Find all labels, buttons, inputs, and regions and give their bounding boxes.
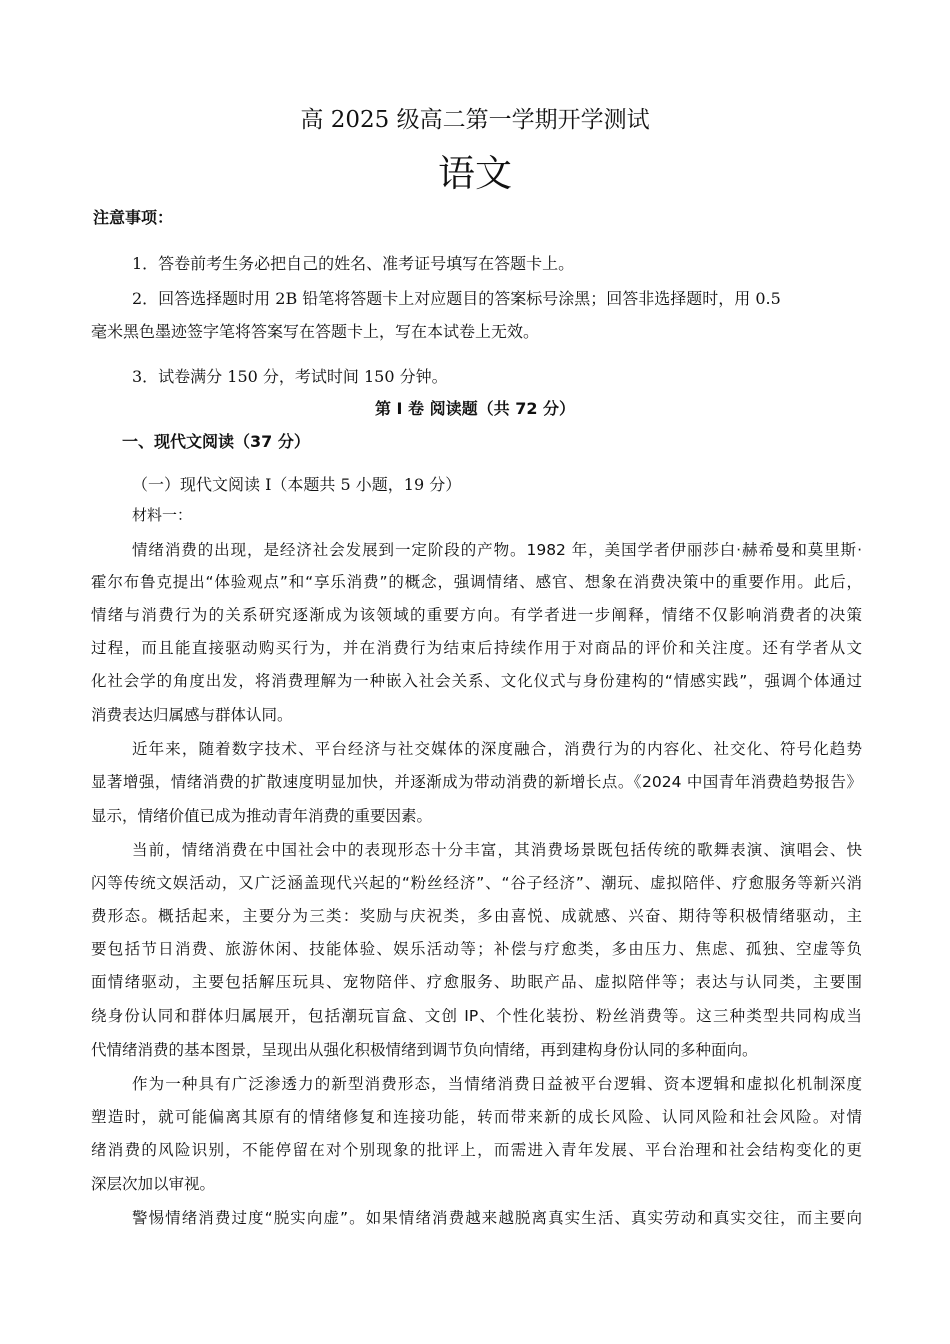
passage-line: 显示，情绪价值已成为推动青年消费的重要因素。 — [91, 807, 433, 825]
passage-line: 消费表达归属感与群体认同。 — [91, 706, 293, 724]
passage-line: 过程，而且能直接驱动购买行为，并在消费行为结束后持续作用于对商品的评价和关注度。还有学者从文 — [91, 639, 862, 657]
passage-line: 面情绪驱动，主要包括解压玩具、宠物陪伴、疗愈服务、助眠产品、虚拟陪伴等；表达与认同类，主要围 — [91, 973, 862, 991]
passage-line: 警惕情绪消费过度“脱实向虚”。如果情绪消费越来越脱离真实生活、真实劳动和真实交往，而主要向 — [132, 1209, 862, 1227]
part-title: 第 I 卷 阅读题（共 72 分） — [374, 399, 576, 418]
passage-line: 霍尔布鲁克提出“体验观点”和“享乐消费”的概念，强调情绪、感官、想象在消费决策中的重要作用。此后， — [91, 573, 862, 591]
passage-line: 要包括节日消费、旅游休闲、技能体验、娱乐活动等；补偿与疗愈类，多由压力、焦虑、孤独、空虚等负 — [91, 940, 862, 958]
material-label: 材料一： — [132, 506, 193, 524]
passage-line: 情绪消费的出现，是经济社会发展到一定阶段的产物。1982 年，美国学者伊丽莎白·赫希曼和莫里斯· — [132, 541, 862, 559]
notice-item-3: 3．试卷满分 150 分，考试时间 150 分钟。 — [132, 367, 448, 386]
subsection-title: （一）现代文阅读 I（本题共 5 小题，19 分） — [132, 475, 462, 494]
passage-line: 绕身份认同和群体归属展开，包括潮玩盲盒、文创 IP、个性化装扮、粉丝消费等。这三种类型共同构成当 — [91, 1007, 862, 1025]
passage-line: 深层次加以审视。 — [91, 1175, 216, 1193]
notice-heading: 注意事项： — [93, 208, 174, 227]
passage-line: 塑造时，就可能偏离其原有的情绪修复和连接功能，转而带来新的成长风险、认同风险和社会风险。对情 — [91, 1108, 862, 1126]
passage-line: 费形态。概括起来，主要分为三类：奖励与庆祝类，多由喜悦、成就感、兴奋、期待等积极情绪驱动，主 — [91, 907, 862, 925]
passage-line: 显著增强，情绪消费的扩散速度明显加快，并逐渐成为带动消费的新增长点。《2024 中国青年消费趋势报告》 — [91, 773, 862, 791]
passage-line: 情绪与消费行为的关系研究逐渐成为该领域的重要方向。有学者进一步阐释，情绪不仅影响消费者的决策 — [91, 606, 862, 624]
passage-line: 绪消费的风险识别，不能停留在对个别现象的批评上，而需进入青年发展、平台治理和社会结构变化的更 — [91, 1141, 862, 1159]
passage-line: 闪等传统文娱活动，又广泛涵盖现代兴起的“粉丝经济”、“谷子经济”、潮玩、虚拟陪伴、疗愈服务等新兴消 — [91, 874, 862, 892]
passage-line: 化社会学的角度出发，将消费理解为一种嵌入社会关系、文化仪式与身份建构的“情感实践”，强调个体通过 — [91, 672, 862, 690]
notice-item-2-line-1: 2．回答选择题时用 2B 铅笔将答题卡上对应题目的答案标号涂黑；回答非选择题时，用 0.5 — [132, 289, 781, 308]
subject-title: 语文 — [438, 152, 512, 195]
passage-line: 作为一种具有广泛渗透力的新型消费形态，当情绪消费日益被平台逻辑、资本逻辑和虚拟化机制深度 — [132, 1075, 862, 1093]
passage-line: 代情绪消费的基本图景，呈现出从强化积极情绪到调节负向情绪，再到建构身份认同的多种面向。 — [91, 1041, 758, 1059]
notice-item-2-line-2: 毫米黑色墨迹签字笔将答案写在答题卡上，写在本试卷上无效。 — [91, 322, 540, 341]
notice-item-1: 1．答卷前考生务必把自己的姓名、准考证号填写在答题卡上。 — [132, 254, 575, 273]
exam-title: 高 2025 级高二第一学期开学测试 — [300, 107, 650, 133]
section-title: 一、现代文阅读（37 分） — [122, 432, 310, 451]
passage-line: 近年来，随着数字技术、平台经济与社交媒体的深度融合，消费行为的内容化、社交化、符号化趋势 — [132, 740, 862, 758]
passage-line: 当前，情绪消费在中国社会中的表现形态十分丰富，其消费场景既包括传统的歌舞表演、演唱会、快 — [132, 841, 862, 859]
